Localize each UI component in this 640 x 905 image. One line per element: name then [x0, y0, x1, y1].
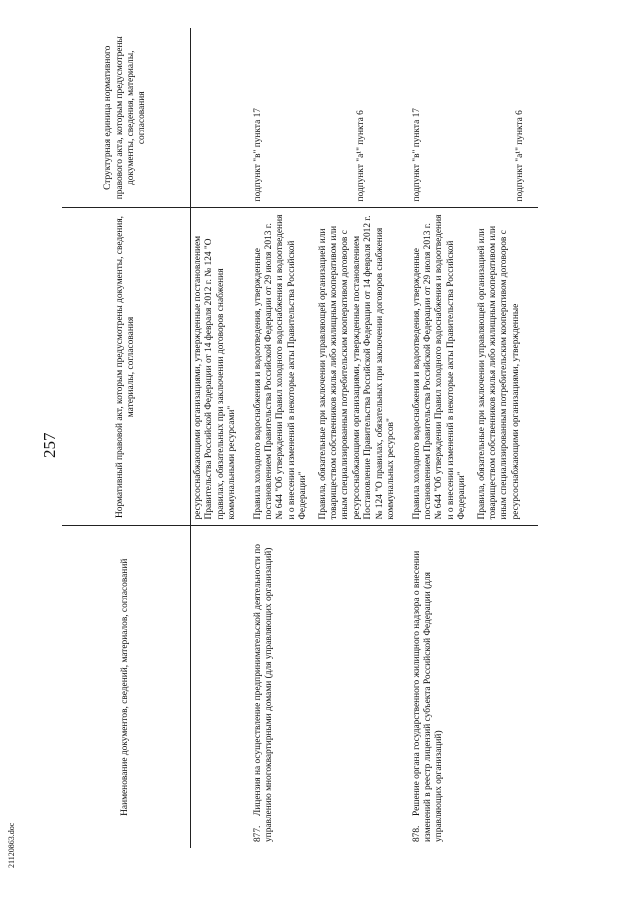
- continuation-doc: ресурсоснабжающими организациями, утвержденные постановлением Правительства Российской Федерации от 14 февраля 2012 г. № 124 "О правилах, обязательных при заключении договоров снабжения коммунальными ресурсами": [193, 235, 238, 520]
- row-name-cell: [410, 526, 539, 848]
- table-row-continuation: [191, 28, 251, 848]
- table-header-row: [62, 28, 191, 848]
- table-row: [410, 28, 539, 848]
- row-doc: Правила, обязательные при заключении управляющей организацией или товариществом собственников жилья либо жилищным кооперативом или иным специализированным потребительским кооперативом договоров с ресурсоснабжающими организациями, утвержденные постановлением Постановление Правительства Российской Федерации от 14 февраля 2012 г. № 124 "О правилах, обязательных при заключении договоров снабжения коммунальных ресурсов": [317, 215, 397, 520]
- row-unit: подпункт "в" пункта 17: [411, 108, 422, 202]
- header-structural-unit: Структурная единица нормативного правового акта, которым предусмотрены документы, сведения, материалы, согласования: [62, 28, 191, 208]
- row-name: Лицензия на осуществление предпринимательской деятельности по управлению многоквартирными домами (для управляющих организаций): [252, 544, 275, 842]
- row-name-cell: [251, 526, 410, 848]
- row-name: Решение органа государственного жилищного надзора о внесении изменений в реестр лицензий субъекта Российской Федерации (для управляющих организаций): [411, 550, 445, 842]
- table-row: [251, 28, 410, 848]
- row-unit: подпункт "а¹" пункта 6: [356, 110, 367, 202]
- row-number: 877.: [252, 825, 263, 842]
- row-doc: Правила холодного водоснабжения и водоотведения, утвержденные постановлением Правительства Российской Федерации от 29 июля 2013 г. № 644 "Об утверждении Правил холодного водоснабжения и водоотведения и о внесении изменений в некоторые акты Правительства Российской Федерации": [252, 214, 309, 520]
- row-number: 878.: [411, 825, 422, 842]
- footer-doc-name: 21120863.doc: [7, 822, 16, 868]
- regulation-table-frame: [62, 28, 632, 848]
- header-documents-name: Наименование документов, сведений, материалов, согласований: [62, 526, 191, 848]
- row-units-cell: [251, 28, 410, 208]
- regulation-table: [62, 28, 538, 848]
- row-unit: подпункт "в" пункта 17: [252, 108, 263, 202]
- row-units-cell: [410, 28, 539, 208]
- page-number: 257: [40, 432, 59, 458]
- row-doc: Правила холодного водоснабжения и водоотведения, утвержденные постановлением Правительства Российской Федерации от 29 июля 2013 г. № 644 "Об утверждении Правил холодного водоснабжения и водоотведения и о внесении изменений в некоторые акты Правительства Российской Федерации": [411, 214, 468, 520]
- continuation-name-cell: [191, 526, 251, 848]
- row-unit: подпункт "а¹" пункта 6: [514, 110, 525, 202]
- header-legal-act: Нормативный правовой акт, которым предусмотрены документы, сведения, материалы, согласования: [62, 208, 191, 526]
- continuation-doc-cell: [191, 208, 251, 526]
- row-doc: Правила, обязательные при заключении управляющей организацией или товариществом собственников жилья либо жилищным кооперативом или иным специализированным потребительским кооперативом договоров с ресурсоснабжающими организациями, утвержденные: [476, 225, 521, 520]
- row-docs-cell: [251, 208, 410, 526]
- continuation-unit-cell: [191, 28, 251, 208]
- row-docs-cell: [410, 208, 539, 526]
